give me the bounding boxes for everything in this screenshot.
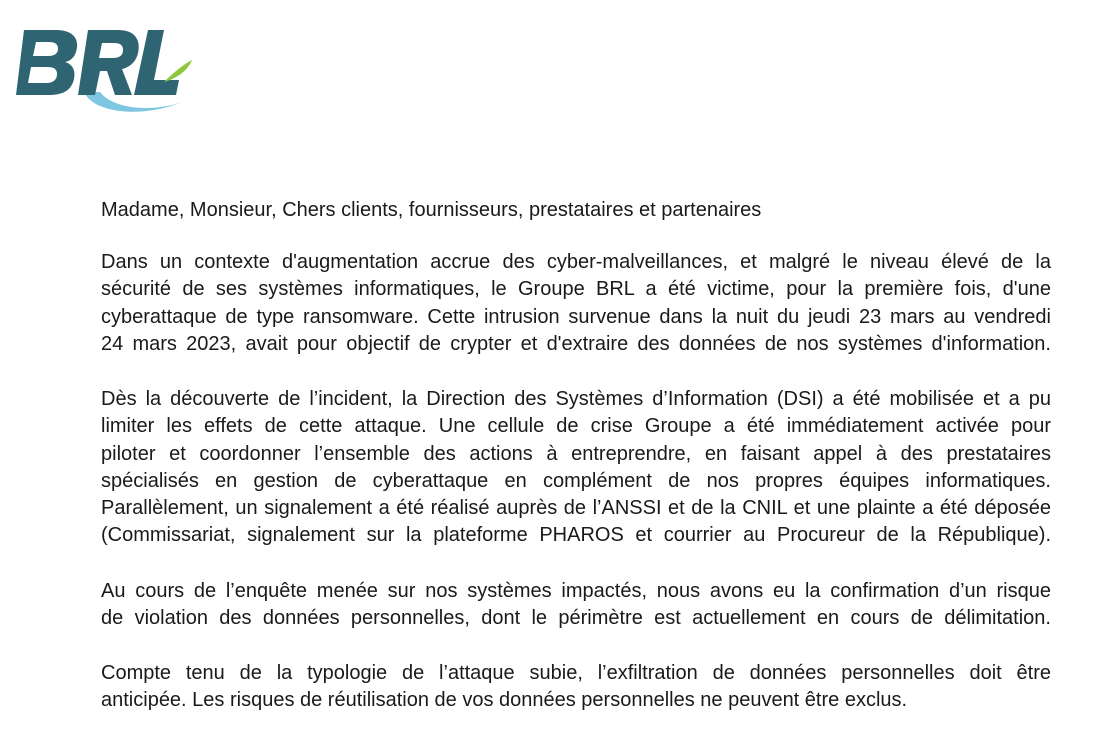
paragraph-3: [101, 578, 1051, 633]
paragraph-line: Compte tenu de la typologie de l’attaque subie, l’exfiltration de données personnelles doit être: [101, 662, 1051, 684]
paragraph-4: [101, 660, 1051, 715]
brl-logo: [14, 22, 194, 122]
paragraph-line: (Commissariat, signalement sur la plateforme PHAROS et courrier au Procureur de la République).: [101, 524, 1051, 547]
paragraph-line: piloter et coordonner l’ensemble des actions à entreprendre, en faisant appel à des prestataires: [101, 442, 1051, 465]
brl-logo-graphic: [14, 22, 194, 122]
paragraph-line: Dès la découverte de l’incident, la Direction des Systèmes d’Information (DSI) a été mobilisée et a pu: [101, 388, 1051, 410]
paragraph-line: spécialisés en gestion de cyberattaque en complément de nos propres équipes informatiques.: [101, 469, 1051, 492]
paragraph-line: cyberattaque de type ransomware. Cette intrusion survenue dans la nuit du jeudi 23 mars au vendredi: [101, 305, 1051, 328]
paragraph-line: sécurité de ses systèmes informatiques, le Groupe BRL a été victime, pour la première fois, d'une: [101, 278, 1051, 301]
paragraph-line: Parallèlement, un signalement a été réalisé auprès de l’ANSSI et de la CNIL et une plainte a été déposée: [101, 497, 1051, 520]
paragraph-2: [101, 386, 1051, 550]
paragraph-1: [101, 249, 1051, 358]
salutation: Madame, Monsieur, Chers clients, fournisseurs, prestataires et partenaires: [101, 199, 762, 221]
paragraph-line: Au cours de l’enquête menée sur nos systèmes impactés, nous avons eu la confirmation d’un risque: [101, 580, 1051, 602]
paragraph-line: Dans un contexte d'augmentation accrue des cyber-malveillances, et malgré le niveau élevé de la: [101, 251, 1051, 273]
paragraph-line: limiter les effets de cette attaque. Une cellule de crise Groupe a été immédiatement activée pour: [101, 415, 1051, 438]
paragraph-line: 24 mars 2023, avait pour objectif de crypter et d'extraire des données de nos systèmes d'information.: [101, 332, 1051, 355]
paragraph-line: de violation des données personnelles, dont le périmètre est actuellement en cours de délimitation.: [101, 607, 1051, 630]
paragraph-line: anticipée. Les risques de réutilisation de vos données personnelles ne peuvent être exclus.: [101, 689, 908, 712]
